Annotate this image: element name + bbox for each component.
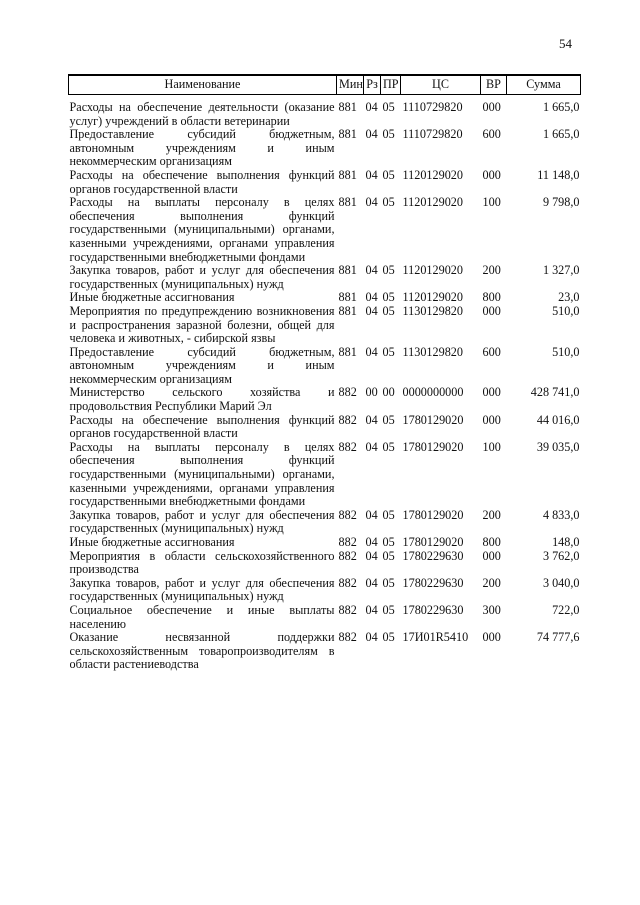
- cell-cs: 1780129020: [402, 439, 464, 454]
- budget-table-container: [68, 74, 580, 672]
- cell-vr: 200: [482, 575, 501, 590]
- cell-name: Мероприятия в области сельскохозяйственного производства: [69, 548, 335, 577]
- cell-name: Расходы на обеспечение выполнения функций органов государственной власти: [69, 167, 335, 196]
- cell-vr: 000: [482, 100, 501, 114]
- cell-name: Закупка товаров, работ и услуг для обеспечения государственных (муниципальных) нужд: [69, 507, 335, 536]
- cell-name: Закупка товаров, работ и услуг для обеспечения государственных (муниципальных) нужд: [69, 263, 335, 291]
- cell-cs: 1780229630: [402, 548, 464, 563]
- header-pr: ПР: [381, 75, 401, 95]
- cell-pr: 05: [382, 630, 395, 645]
- cell-vr: 000: [482, 385, 501, 400]
- cell-rz: 00: [365, 385, 378, 400]
- cell-pr: 05: [382, 100, 395, 114]
- cell-rz: 04: [365, 507, 378, 522]
- cell-cs: 1120129020: [402, 263, 463, 278]
- cell-vr: 000: [482, 303, 501, 318]
- cell-rz: 04: [365, 344, 378, 359]
- cell-rz: 04: [365, 100, 378, 114]
- cell-pr: 05: [382, 548, 395, 563]
- cell-pr: 05: [382, 507, 395, 522]
- cell-name: Мероприятия по предупреждению возникновения и распространения заразной болезни, общей для человека и животных, - сибирской язвы: [69, 303, 335, 346]
- cell-rz: 04: [365, 548, 378, 563]
- table-row: [69, 536, 581, 550]
- cell-sum: 510,0: [552, 344, 580, 359]
- cell-cs: 17И01R5410: [402, 630, 469, 645]
- cell-cs: 1130129820: [402, 303, 463, 318]
- cell-min: 881: [338, 195, 357, 210]
- cell-vr: 000: [482, 167, 501, 182]
- cell-name: Предоставление субсидий бюджетным, автономным учреждениям и иным некоммерческим организациям: [69, 127, 335, 169]
- cell-sum: 510,0: [552, 303, 580, 318]
- cell-min: 881: [338, 127, 357, 142]
- table-row: [69, 414, 581, 441]
- cell-pr: 05: [382, 167, 395, 182]
- cell-rz: 04: [365, 575, 378, 590]
- cell-cs: 1780129020: [402, 507, 464, 522]
- cell-cs: 1110729820: [402, 127, 463, 142]
- cell-pr: 05: [382, 127, 395, 142]
- cell-name: Расходы на обеспечение деятельности (оказание услуг) учреждений в области ветеринарии: [69, 100, 335, 128]
- cell-min: 882: [338, 630, 357, 645]
- cell-vr: 000: [482, 412, 501, 427]
- cell-rz: 04: [365, 290, 378, 305]
- table-row: [69, 577, 581, 604]
- cell-rz: 04: [365, 602, 378, 617]
- cell-cs: 1110729820: [402, 100, 463, 114]
- cell-name: Иные бюджетные ассигнования: [69, 535, 235, 549]
- cell-min: 882: [338, 439, 357, 454]
- table-row: [69, 631, 581, 672]
- cell-min: 881: [338, 100, 357, 114]
- header-vr: ВР: [481, 75, 507, 95]
- cell-name: Расходы на выплаты персоналу в целях обеспечения выполнения функций государственными (муниципальными) органами, казенными учреждениями, органами управления государственными внебюджетными фондами: [69, 195, 335, 264]
- cell-rz: 04: [365, 127, 378, 142]
- table-body: [69, 95, 581, 672]
- cell-sum: 722,0: [552, 602, 580, 617]
- cell-min: 882: [338, 412, 357, 427]
- cell-pr: 05: [382, 344, 395, 359]
- cell-vr: 600: [482, 344, 501, 359]
- table-row: [69, 509, 581, 536]
- cell-vr: 800: [482, 290, 501, 305]
- page-number: 54: [559, 36, 572, 51]
- cell-vr: 100: [482, 195, 501, 210]
- cell-name: Закупка товаров, работ и услуг для обеспечения государственных (муниципальных) нужд: [69, 575, 335, 604]
- header-name: Наименование: [69, 75, 337, 95]
- cell-min: 881: [338, 263, 357, 278]
- table-row: [69, 386, 581, 413]
- cell-sum: 1 665,0: [542, 100, 580, 114]
- cell-rz: 04: [365, 195, 378, 210]
- cell-sum: 9 798,0: [542, 195, 580, 210]
- cell-cs: 1120129020: [402, 195, 463, 210]
- cell-min: 882: [338, 535, 357, 549]
- cell-cs: 1780229630: [402, 575, 464, 590]
- cell-name: Предоставление субсидий бюджетным, автономным учреждениям и иным некоммерческим организациям: [69, 344, 335, 386]
- cell-cs: 0000000000: [402, 385, 464, 400]
- cell-vr: 300: [482, 602, 501, 617]
- table-row: [69, 264, 581, 291]
- cell-rz: 04: [365, 630, 378, 645]
- cell-min: 881: [338, 290, 357, 305]
- cell-vr: 000: [482, 548, 501, 563]
- cell-cs: 1780129020: [402, 412, 464, 427]
- cell-cs: 1780229630: [402, 602, 464, 617]
- cell-name: Министерство сельского хозяйства и продовольствия Республики Марий Эл: [69, 385, 335, 414]
- cell-cs: 1130129820: [402, 344, 463, 359]
- cell-sum: 4 833,0: [542, 507, 580, 522]
- cell-min: 882: [338, 575, 357, 590]
- cell-pr: 05: [382, 602, 395, 617]
- header-sum: Сумма: [507, 75, 581, 95]
- header-cs: ЦС: [401, 75, 481, 95]
- cell-vr: 200: [482, 507, 501, 522]
- table-row: [69, 305, 581, 346]
- cell-sum: 3 762,0: [542, 548, 580, 563]
- table-row: [69, 604, 581, 631]
- cell-sum: 74 777,6: [536, 630, 580, 645]
- cell-min: 882: [338, 548, 357, 563]
- cell-min: 882: [338, 602, 357, 617]
- cell-name: Расходы на обеспечение выполнения функций органов государственной власти: [69, 412, 335, 441]
- cell-sum: 428 741,0: [530, 385, 580, 400]
- cell-rz: 04: [365, 167, 378, 182]
- cell-sum: 1 665,0: [542, 127, 580, 142]
- cell-vr: 800: [482, 535, 501, 549]
- table-row: [69, 550, 581, 577]
- cell-name: Социальное обеспечение и иные выплаты населению: [69, 602, 335, 631]
- cell-sum: 11 148,0: [537, 167, 580, 182]
- cell-sum: 3 040,0: [542, 575, 580, 590]
- table-row: [69, 169, 581, 196]
- cell-pr: 05: [382, 535, 395, 549]
- cell-pr: 05: [382, 195, 395, 210]
- cell-pr: 05: [382, 412, 395, 427]
- cell-pr: 05: [382, 263, 395, 278]
- cell-sum: 148,0: [552, 535, 580, 549]
- table-row: [69, 95, 581, 129]
- cell-vr: 000: [482, 630, 501, 645]
- cell-sum: 39 035,0: [536, 439, 580, 454]
- cell-pr: 00: [382, 385, 395, 400]
- header-min: Мин: [337, 75, 364, 95]
- cell-rz: 04: [365, 439, 378, 454]
- budget-table: [68, 74, 581, 672]
- table-row: [69, 291, 581, 305]
- table-row: [69, 346, 581, 387]
- cell-pr: 05: [382, 575, 395, 590]
- cell-name: Расходы на выплаты персоналу в целях обеспечения выполнения функций государственными (муниципальными) органами, казенными учреждениями, органами управления государственными внебюджетными фондами: [69, 439, 335, 509]
- cell-sum: 44 016,0: [536, 412, 580, 427]
- cell-cs: 1120129020: [402, 167, 463, 182]
- cell-sum: 1 327,0: [542, 263, 580, 278]
- table-row: [69, 196, 581, 264]
- cell-name: Иные бюджетные ассигнования: [69, 290, 235, 305]
- table-header: [69, 75, 581, 95]
- cell-min: 882: [338, 507, 357, 522]
- cell-name: Оказание несвязанной поддержки сельскохозяйственным товаропроизводителям в области растениеводства: [69, 630, 335, 672]
- cell-rz: 04: [365, 412, 378, 427]
- cell-vr: 100: [482, 439, 501, 454]
- cell-vr: 200: [482, 263, 501, 278]
- cell-vr: 600: [482, 127, 501, 142]
- cell-pr: 05: [382, 439, 395, 454]
- header-rz: Рз: [364, 75, 381, 95]
- cell-min: 881: [338, 167, 357, 182]
- table-row: [69, 128, 581, 169]
- cell-min: 881: [338, 303, 357, 318]
- table-row: [69, 441, 581, 509]
- cell-min: 881: [338, 344, 357, 359]
- cell-sum: 23,0: [558, 290, 580, 305]
- cell-pr: 05: [382, 290, 395, 305]
- cell-rz: 04: [365, 263, 378, 278]
- cell-cs: 1120129020: [402, 290, 463, 305]
- cell-rz: 04: [365, 535, 378, 549]
- cell-rz: 04: [365, 303, 378, 318]
- cell-min: 882: [338, 385, 357, 400]
- cell-cs: 1780129020: [402, 535, 464, 549]
- cell-pr: 05: [382, 303, 395, 318]
